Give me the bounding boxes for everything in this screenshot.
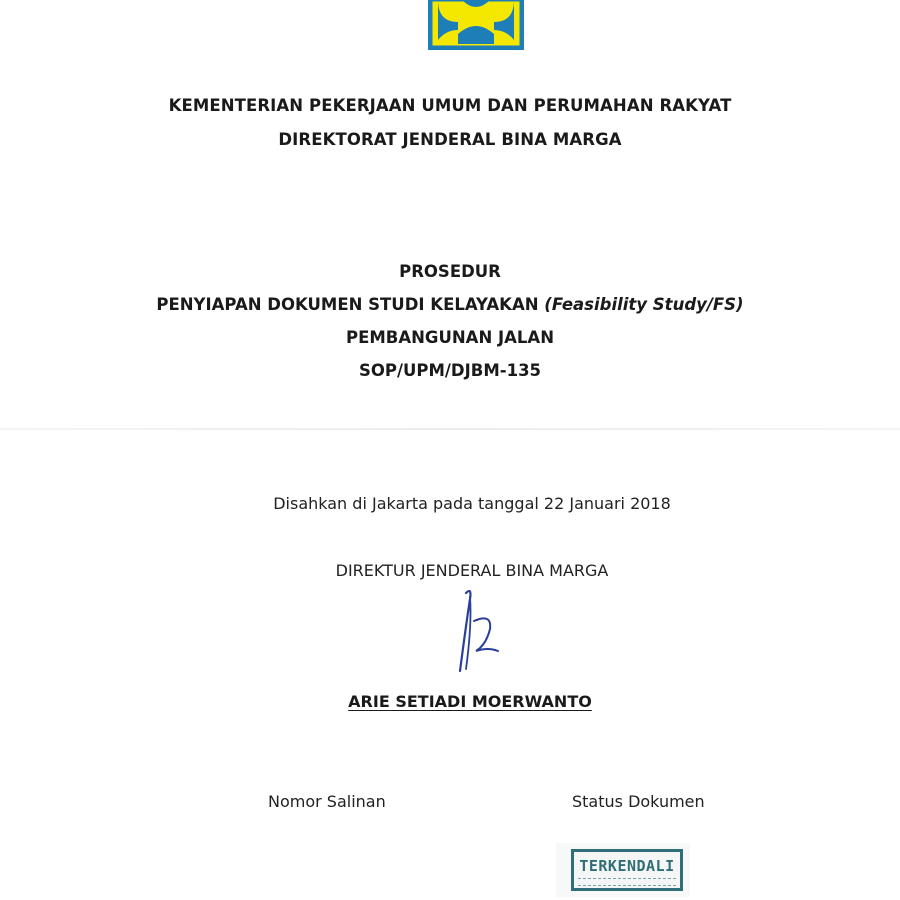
document-status-label: Status Dokumen bbox=[572, 792, 705, 811]
document-title bbox=[0, 295, 900, 314]
signer-name: ARIE SETIADI MOERWANTO bbox=[348, 692, 592, 711]
status-stamp-lines bbox=[578, 878, 676, 886]
document-title-italic: (Feasibility Study/FS) bbox=[544, 295, 744, 314]
document-type: PROSEDUR bbox=[399, 262, 501, 281]
copy-number-label: Nomor Salinan bbox=[268, 792, 386, 811]
document-title-main: PENYIAPAN DOKUMEN STUDI KELAYAKAN bbox=[156, 295, 545, 314]
ministry-name: KEMENTERIAN PEKERJAAN UMUM DAN PERUMAHAN RAKYAT bbox=[168, 96, 732, 115]
status-stamp-border bbox=[571, 849, 683, 891]
document-code: SOP/UPM/DJBM-135 bbox=[358, 361, 542, 380]
page-divider bbox=[0, 428, 900, 430]
status-stamp-text: TERKENDALI bbox=[579, 857, 675, 875]
signer-position: DIREKTUR JENDERAL BINA MARGA bbox=[335, 561, 609, 580]
handwritten-signature bbox=[452, 585, 512, 677]
status-stamp bbox=[556, 843, 690, 897]
ratification-statement: Disahkan di Jakarta pada tanggal 22 Januari 2018 bbox=[273, 494, 671, 513]
directorate-name: DIREKTORAT JENDERAL BINA MARGA bbox=[278, 130, 622, 149]
ministry-logo bbox=[428, 0, 524, 50]
document-subject: PEMBANGUNAN JALAN bbox=[345, 328, 554, 347]
